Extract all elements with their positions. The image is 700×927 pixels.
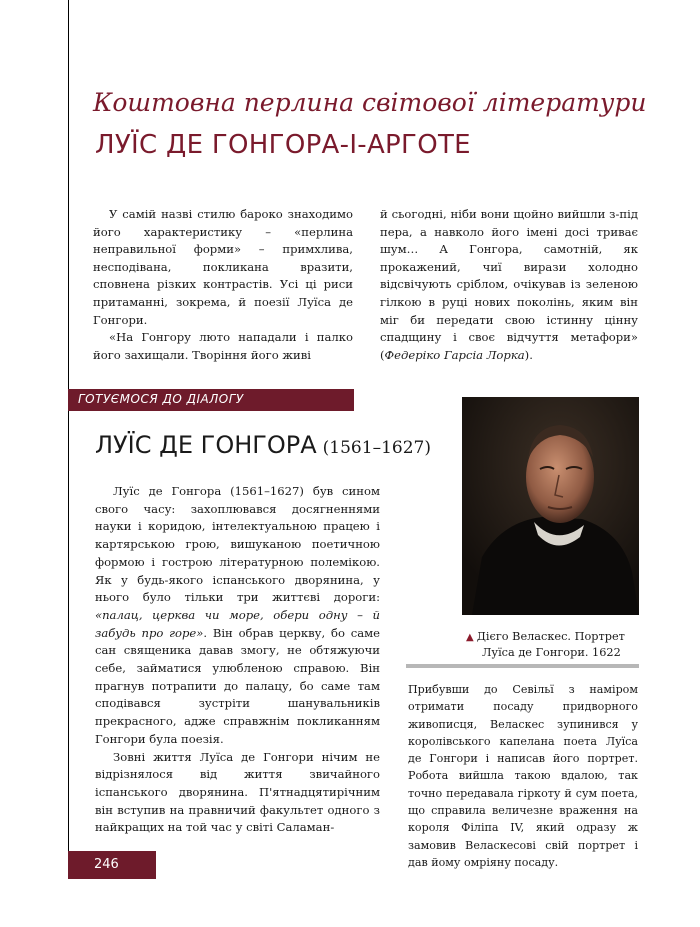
margin-rule [68,0,69,860]
quote-text: й сьогодні, ніби вони щойно вийшли з-під пера, а навколо його імені досі триває шум… А Гонгора, самотній, як прокажений, чиї вирази холодно відсвічують сріблом, очікував із зеленою гілкою в руці нових поколінь, яким він міг би передати свою істинну цінну спадщину і своє відчуття метафори» [380,207,638,345]
portrait-caption [466,629,642,660]
portrait-sidebar [408,681,638,871]
quote-attribution: Федеріко Гарсіа Лорка [384,347,525,362]
portrait-image [462,397,639,615]
sidebar-paragraph: Прибувши до Севільї з наміром отримати посаду придворного живописця, Веласкес зупинився у королівського капелана поета Луїса де Гонгори і написав його портрет. Робота вийшла такою вдалою, так точно передавала гіркоту й сум поета, що справила величезне враження на короля Філіпа IV, який одразу ж замовив Веласкесові свій портрет і дав йому омріяну посаду. [408,683,638,869]
intro-column-right [380,206,638,364]
triangle-marker-icon: ▲ [466,632,474,643]
quoted-saying: «палац, церква чи море, обери одну – й забудь про горе» [95,607,380,640]
intro-column-left [93,206,353,364]
biography-text [95,483,380,837]
caption-line: Дієго Веласкес. Портрет [476,630,625,643]
text-run: . Він обрав церкву, бо саме сан священика давав змогу, не обтяжуючи себе, займатися улюбленою справою. Він прагнув потрапити до палацу, бо саме там сподівався зустріти шанувальників прекрасного, адже справжнім покликанням Гонгори була поезія. [95,625,381,746]
sidebar-divider [406,664,639,668]
page-subtitle: Коштовна перлина світової літератури [93,88,647,117]
banner-label: ГОТУЄМОСЯ ДО ДІАЛОГУ [78,392,244,406]
biography-paragraph-1 [95,483,380,749]
intro-quote-continued: й сьогодні, ніби вони щойно вийшли з-під пера, а навколо його імені досі триває шум… А Гонгора, самотній, як прокажений, чиї вирази холодно відсвічують сріблом, очікував із зеленою гілкою в руці нових поколінь, яким він міг би передати свою істинну цінну спадщину і своє відчуття метафори» (Федеріко Гарсіа Лорка). [380,207,638,362]
biography-paragraph-2: Зовні життя Луїса де Гонгори нічим не відрізнялося від життя звичайного іспанського дворянина. П'ятнадцятирічним він вступив на правничий факультет одного з найкращих на той час у світі Саламан- [95,749,380,835]
text-run: Луїс де Гонгора (1561–1627) був сином свого часу: захоплювався досягненнями науки і коридою, інтелектуальною працею і картярською грою, вишуканою поетичною формою і гострою літературною полемікою. Як у будь-якого іспанського дворянина, у нього було тільки три життєві дороги: [95,484,380,605]
section-heading [95,431,431,459]
author-name: ЛУЇС ДЕ ГОНГОРА [95,431,317,459]
section-banner [68,389,354,411]
page-title: ЛУЇС ДЕ ГОНГОРА-І-АРГОТЕ [95,130,471,160]
author-years: (1561–1627) [322,438,431,458]
intro-quote-start: «На Гонгору люто нападали і палко його захищали. Творіння його живі [93,330,353,362]
page-number: 246 [94,857,119,872]
caption-line: Луїса де Гонгори. 1622 [482,646,621,659]
page-number-box [68,851,156,879]
intro-paragraph: У самій назві стилю бароко знаходимо його характеристику – «перлина неправильної форми» – примхлива, несподівана, покликана вразити, сповнена різких контрастів. Усі ці риси притаманні, зокрема, й поезії Луїса де Гонгори. [93,207,353,327]
